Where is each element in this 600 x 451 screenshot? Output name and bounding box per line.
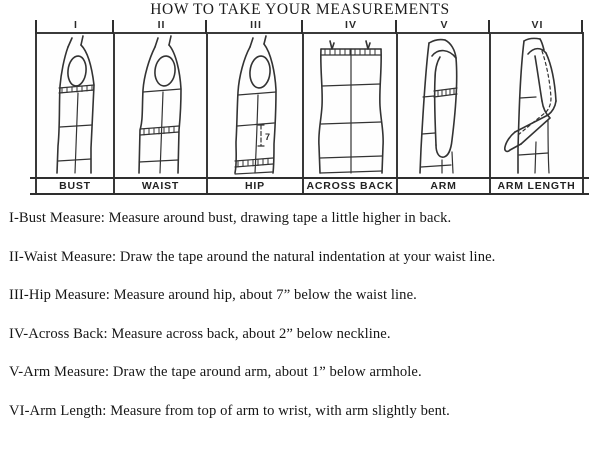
panel-numeral-arm-length: VI: [531, 19, 544, 31]
panel-hip: [208, 34, 304, 177]
hip-offset-annotation: 7: [265, 132, 271, 142]
label-waist: WAIST: [115, 179, 208, 193]
label-arm: ARM: [398, 179, 491, 193]
panel-bust: [37, 34, 115, 177]
label-strip: [35, 179, 584, 193]
panel-numerals-row: [37, 16, 584, 32]
panel-across-back: [304, 34, 398, 177]
label-strip-bottom-rule: [30, 193, 589, 195]
hip-figure: [208, 34, 302, 177]
panel-numeral-bust: I: [74, 19, 78, 31]
panel-numeral-across-back: IV: [345, 19, 357, 31]
page-title: HOW TO TAKE YOUR MEASUREMENTS: [150, 1, 450, 18]
label-across-back: ACROSS BACK: [304, 179, 398, 193]
panel-numeral-arm: V: [440, 19, 449, 31]
arm-figure: [398, 34, 489, 177]
panel-waist: [115, 34, 208, 177]
label-hip: HIP: [208, 179, 304, 193]
bust-figure: [37, 34, 113, 177]
measurement-diagram: [35, 16, 584, 196]
instruction-hip: III-Hip Measure: Measure around hip, about 7” below the waist line.: [9, 287, 417, 304]
figure-panels: [35, 34, 584, 177]
across-back-figure: [304, 34, 396, 177]
instruction-arm: V-Arm Measure: Draw the tape around arm, about 1” below armhole.: [9, 364, 422, 381]
instructions-list: [9, 203, 596, 435]
panel-numeral-waist: II: [157, 19, 166, 31]
instruction-arm-length: VI-Arm Length: Measure from top of arm to wrist, with arm slightly bent.: [9, 402, 450, 419]
panel-numeral-hip: III: [250, 19, 262, 31]
panel-arm: [398, 34, 491, 177]
instruction-across-back: IV-Across Back: Measure across back, about 2” below neckline.: [9, 325, 391, 342]
instruction-waist: II-Waist Measure: Draw the tape around the natural indentation at your waist line.: [9, 248, 496, 265]
panel-arm-length: [491, 34, 584, 177]
instruction-bust: I-Bust Measure: Measure around bust, drawing tape a little higher in back.: [9, 210, 452, 226]
arm-length-figure: [491, 34, 582, 177]
label-arm-length: ARM LENGTH: [491, 179, 584, 193]
label-bust: BUST: [37, 179, 115, 193]
waist-figure: [115, 34, 206, 177]
